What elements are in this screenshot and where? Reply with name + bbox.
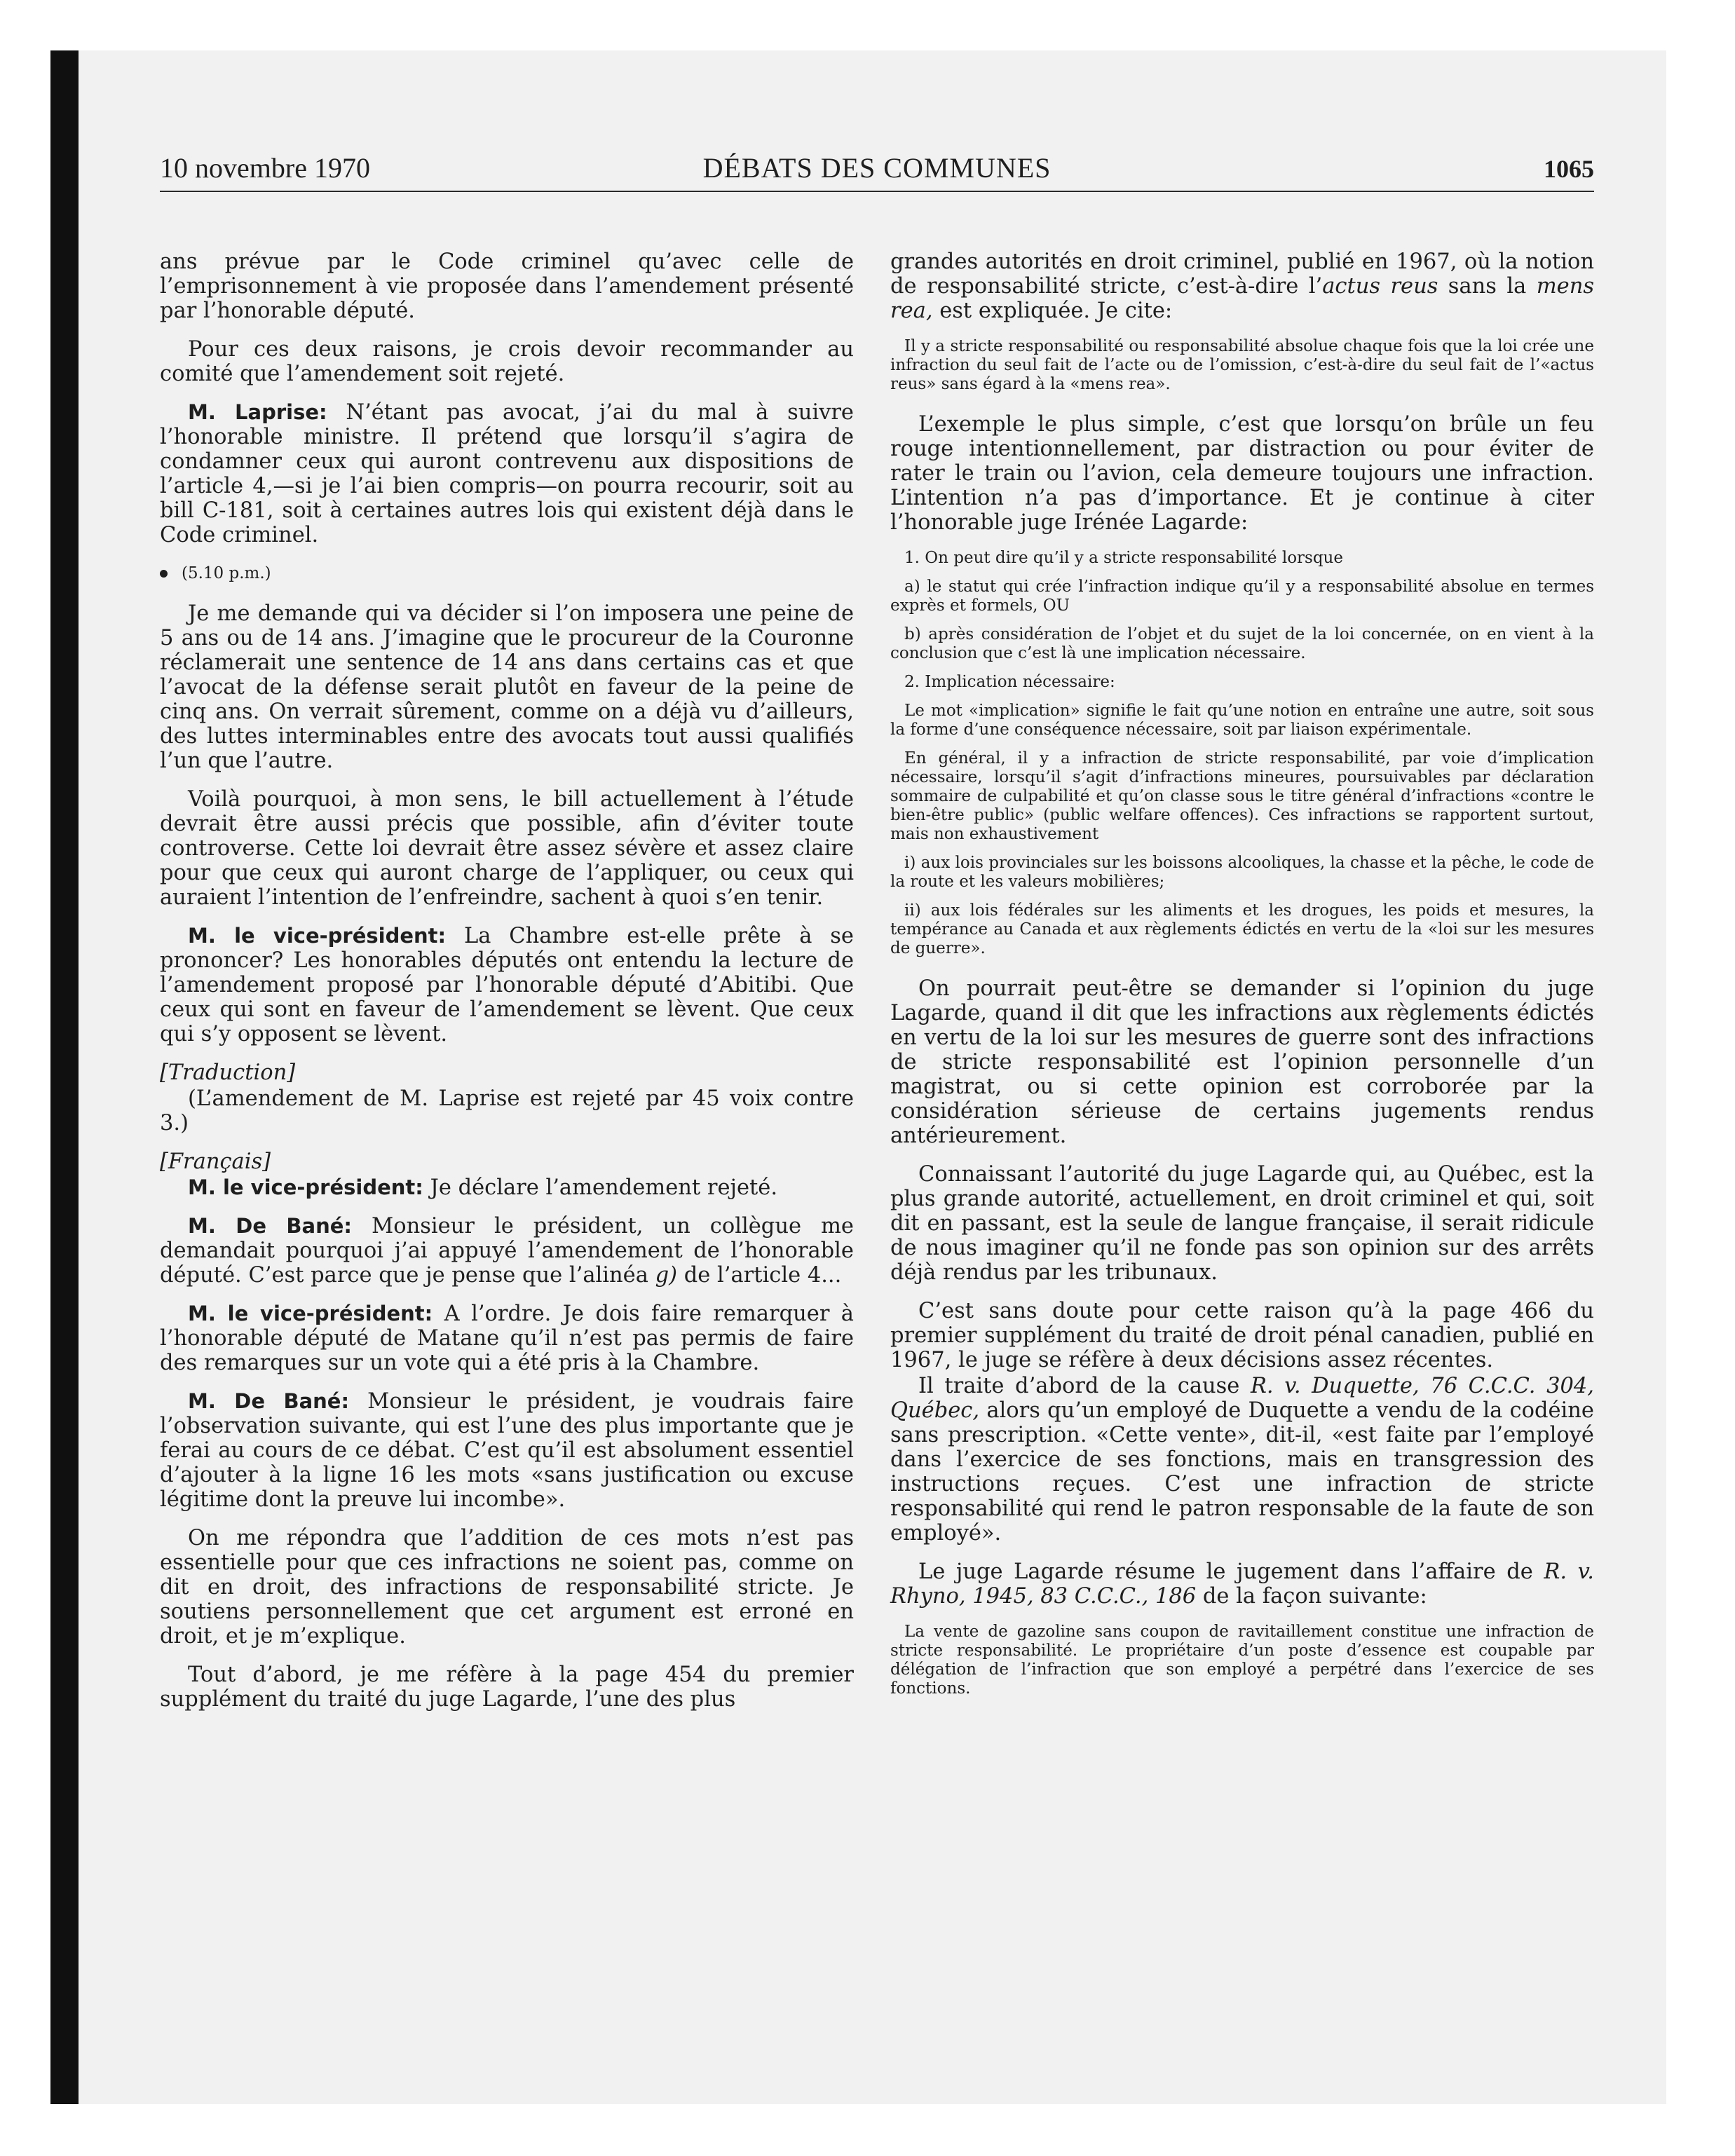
latin-term: mens rea,: [890, 274, 1594, 323]
quotation: La vente de gazoline sans coupon de ravitaillement constitue une infraction de stricte responsabilité. Le propriétaire d’un poste d’essence est coupable par délégation de l’infraction que son employé a perpétré dans l’exercice de ses fonctions.: [890, 1623, 1594, 1698]
speech-text: Je déclare l’amendement rejeté.: [430, 1175, 778, 1200]
speaker-name: M. De Bané:: [188, 1389, 350, 1413]
paragraph: Pour ces deux raisons, je crois devoir recommander au comité que l’amendement soit rejeté.: [160, 337, 854, 386]
quotation: ii) aux lois fédérales sur les aliments et les drogues, les poids et mesures, la tempérance au Canada et aux règlements édictés en vertu de la «loi sur les mesures de guerre».: [890, 901, 1594, 957]
header-title: DÉBATS DES COMMUNES: [702, 152, 1052, 184]
paragraph: Voilà pourquoi, à mon sens, le bill actuellement à l’étude devrait être aussi précis que possible, afin d’éviter toute controverse. Cette loi devrait être assez sévère et assez claire pour que ceux qui auront charge de l’appliquer, ou ceux qui auraient l’intention de l’enfreindre, sachent à quoi s’en tenir.: [160, 787, 854, 910]
speaker-name: M. De Bané:: [188, 1214, 353, 1238]
case-citation: R. v. Duquette, 76 C.C.C. 304, Québec,: [890, 1374, 1594, 1423]
quotation: Il y a stricte responsabilité ou responsabilité absolue chaque fois que la loi crée une infraction du seul fait de l’acte ou de l’omission, c’est-à-dire du seul fait de l’«actus reus» sans égard à la «mens rea».: [890, 337, 1594, 393]
paragraph-text: grandes autorités en droit criminel, publié en 1967, où la notion de responsabilité stricte, c’est-à-dire l’: [890, 250, 1594, 299]
paragraph: On me répondra que l’addition de ces mots n’est pas essentielle pour que ces infractions ne soient pas, comme on dit en droit, des infractions de responsabilité stricte. Je soutiens personnellement que cet argument est erroné en droit, et je m’explique.: [160, 1526, 854, 1649]
paragraph: Tout d’abord, je me réfère à la page 454 du premier supplément du traité du juge Lagarde, l’une des plus: [160, 1663, 854, 1712]
time-marker-text: (5.10 p.m.): [182, 564, 271, 582]
speaker-name: M. le vice-président:: [188, 1175, 423, 1199]
paragraph: C’est sans doute pour cette raison qu’à la page 466 du premier supplément du traité de droit pénal canadien, publié en 1967, le juge se réfère à deux décisions assez récentes.: [890, 1299, 1594, 1372]
left-column: [160, 250, 854, 1726]
quotation: a) le statut qui crée l’infraction indique qu’il y a responsabilité absolue en termes exprès et formels, OU: [890, 578, 1594, 615]
paragraph: [890, 1560, 1594, 1609]
right-column: [890, 250, 1594, 1708]
binding-edge: [50, 50, 79, 2104]
speaker-name: M. Laprise:: [188, 400, 327, 424]
page-header: [160, 149, 1594, 192]
paragraph: [890, 1374, 1594, 1546]
quotation: En général, il y a infraction de stricte responsabilité, par voie d’implication nécessaire, lorsqu’il s’agit d’infractions mineures, poursuivables par déclaration sommaire de culpabilité et qu’on classe sous le titre général d’infractions «contre le bien-être public» (public welfare offences). Ces infractions se rapportent surtout, mais non exhaustivement: [890, 749, 1594, 843]
quotation: b) après considération de l’objet et du sujet de la loi concernée, on en vient à la conclusion que c’est là une implication nécessaire.: [890, 625, 1594, 662]
speech-paragraph: [160, 400, 854, 547]
speech-text: Monsieur le président, un collègue me demandait pourquoi j’ai appuyé l’amendement de l’honorable député. C’est parce que je pense que l’alinéa: [160, 1214, 854, 1288]
header-date: 10 novembre 1970: [160, 152, 370, 184]
speaker-name: M. le vice-président:: [188, 924, 447, 948]
paragraph: [890, 250, 1594, 323]
speech-paragraph: [160, 1389, 854, 1512]
speech-text: La Chambre est-elle prête à se prononcer? Les honorables députés ont entendu la lecture de l’amendement proposé par l’honorable député d’Abitibi. Que ceux qui sont en faveur de l’amendement se lèvent. Que ceux qui s’y opposent se lèvent.: [160, 924, 854, 1046]
section-label-traduction: [Traduction]: [160, 1060, 296, 1085]
speech-text: Monsieur le président, je voudrais faire l’observation suivante, qui est l’une des plus importante que je ferai au cours de ce débat. C’est qu’il est absolument essentiel d’ajouter à la ligne 16 les mots «sans justification ou excuse légitime dont la preuve lui incombe».: [160, 1389, 854, 1512]
case-citation: R. v. Rhyno, 1945, 83 C.C.C., 186: [890, 1560, 1594, 1609]
paragraph: (L’amendement de M. Laprise est rejeté par 45 voix contre 3.): [160, 1086, 854, 1135]
section-label-francais: [Français]: [160, 1149, 271, 1174]
speaker-name: M. le vice-président:: [188, 1302, 433, 1325]
paragraph-text: alors qu’un employé de Duquette a vendu de la codéine sans prescription. «Cette vente», dit-il, «est faite par l’employé dans l’exercice de ses fonctions, mais en transgression des instructions reçues. C’est une infraction de stricte responsabilité qui rend le patron responsable de la faute de son employé».: [890, 1398, 1594, 1546]
quotation: 2. Implication nécessaire:: [904, 673, 1115, 691]
quotation: 1. On peut dire qu’il y a stricte responsabilité lorsque: [904, 549, 1343, 567]
latin-term: actus reus: [1322, 274, 1438, 299]
paragraph-text: est expliquée. Je cite:: [939, 299, 1173, 323]
time-marker: [160, 561, 854, 586]
speech-emphasis: g): [655, 1263, 678, 1288]
quotation: i) aux lois provinciales sur les boissons alcooliques, la chasse et la pêche, le code de la route et les valeurs mobilières;: [890, 854, 1594, 891]
page-number: 1065: [1544, 155, 1594, 183]
paragraph-text: sans la: [1448, 274, 1527, 299]
speech-text: N’étant pas avocat, j’ai du mal à suivre l’honorable ministre. Il prétend que lorsqu’il s’agira de condamner ceux qui auront contrevenu aux dispositions de l’article 4,—si je l’ai bien compris—on pourra recourir, soit au bill C-181, soit à certaines autres lois qui existent déjà dans le Code criminel.: [160, 400, 854, 547]
paragraph-text: de la façon suivante:: [1202, 1584, 1427, 1609]
paragraph: L’exemple le plus simple, c’est que lorsqu’on brûle un feu rouge intentionnellement, par distraction ou pour éviter de rater le train ou l’avion, cela demeure toujours une infraction. L’intention n’a pas d’importance. Et je continue à citer l’honorable juge Irénée Lagarde:: [890, 412, 1594, 535]
speech-text: de l’article 4...: [683, 1263, 842, 1288]
paragraph: Je me demande qui va décider si l’on imposera une peine de 5 ans ou de 14 ans. J’imagine que le procureur de la Couronne réclamerait une sentence de 14 ans dans certains cas et que l’avocat de la défense serait plutôt en faveur de la peine de cinq ans. On verrait sûrement, comme on a déjà vu d’ailleurs, des luttes interminables entre des avocats tout aussi qualifiés l’un que l’autre.: [160, 601, 854, 773]
paragraph-text: Il traite d’abord de la cause: [918, 1374, 1240, 1398]
speech-text: A l’ordre. Je dois faire remarquer à l’honorable député de Matane qu’il n’est pas permis de faire des remarques sur un vote qui a été pris à la Chambre.: [160, 1302, 854, 1375]
speech-paragraph: [160, 1175, 854, 1200]
bullet-icon: [160, 570, 168, 578]
paragraph: ans prévue par le Code criminel qu’avec celle de l’emprisonnement à vie proposée dans l’amendement présenté par l’honorable député.: [160, 250, 854, 323]
paragraph: Connaissant l’autorité du juge Lagarde qui, au Québec, est la plus grande autorité, actuellement, en droit criminel et qui, soit dit en passant, est la seule de langue française, il serait ridicule de nous imaginer qu’il ne fonde pas son opinion sur des arrêts déjà rendus par les tribunaux.: [890, 1162, 1594, 1285]
quotation: Le mot «implication» signifie le fait qu’une notion en entraîne une autre, soit sous la forme d’une conséquence nécessaire, soit par liaison expérimentale.: [890, 702, 1594, 739]
paragraph-text: Le juge Lagarde résume le jugement dans l’affaire de: [918, 1560, 1533, 1584]
paragraph: On pourrait peut-être se demander si l’opinion du juge Lagarde, quand il dit que les infractions aux règlements édictés en vertu de la loi sur les mesures de guerre sont des infractions de stricte responsabilité est l’opinion personnelle d’un magistrat, ou si cette opinion est corroborée par la considération sérieuse de certains jugements rendus antérieurement.: [890, 976, 1594, 1148]
speech-paragraph: [160, 1214, 854, 1288]
speech-paragraph: [160, 1302, 854, 1375]
speech-paragraph: [160, 924, 854, 1046]
